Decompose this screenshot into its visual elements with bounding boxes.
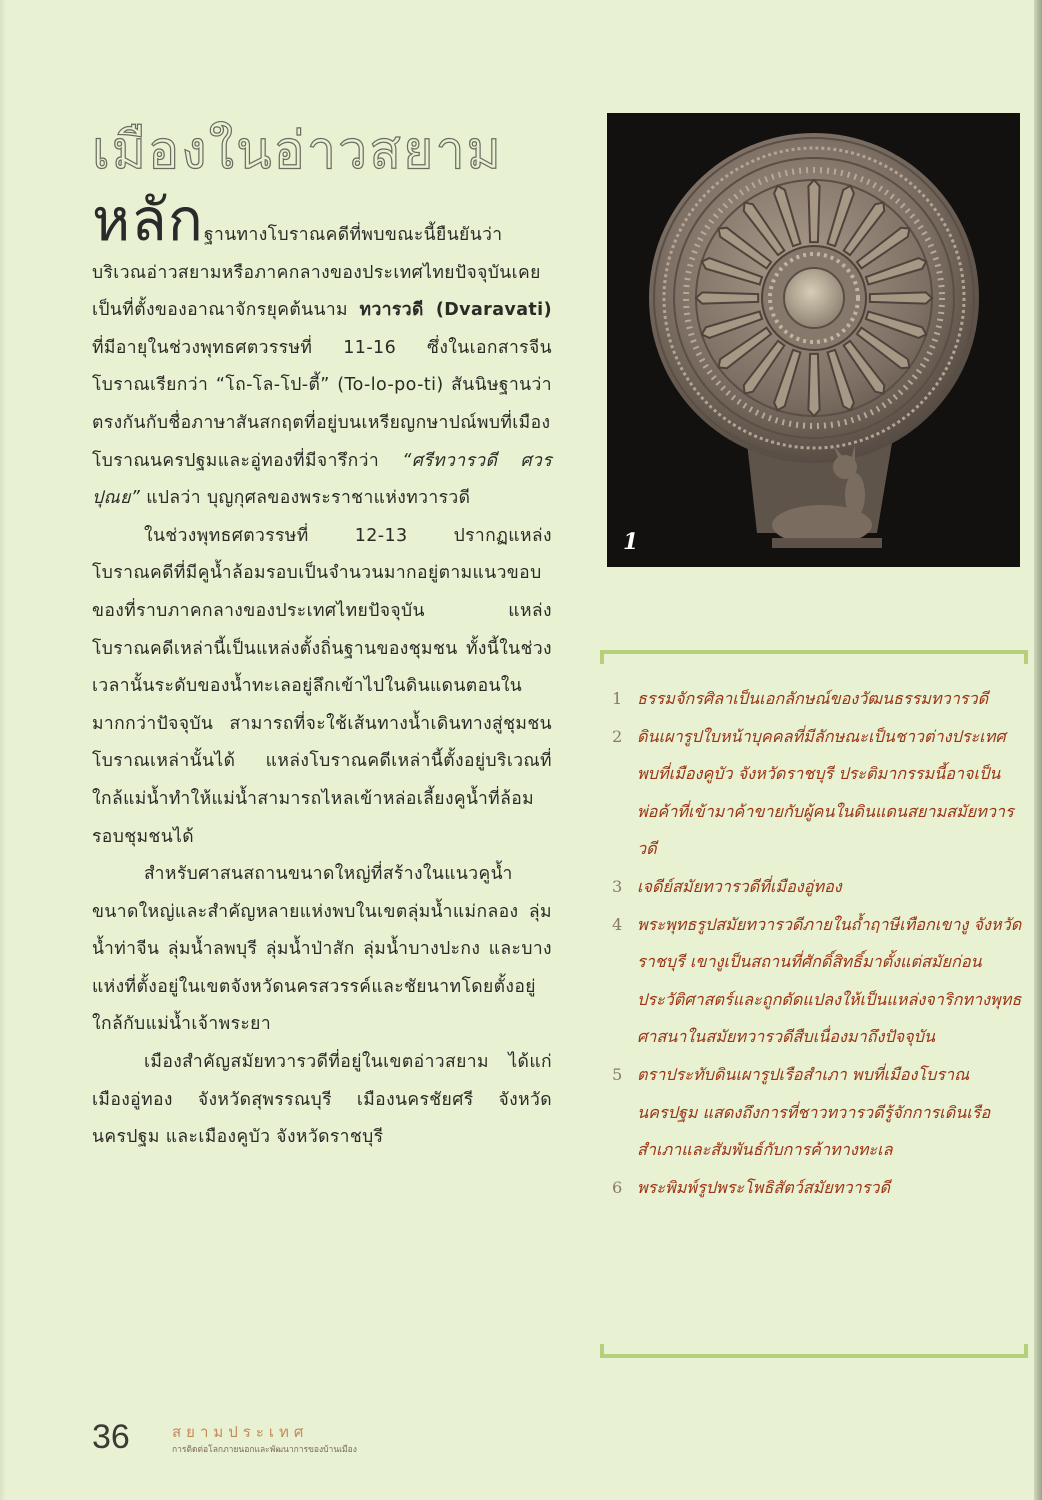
caption-frame-corner (600, 650, 604, 664)
page-edge-left (0, 0, 6, 1500)
dharmachakra-photo (607, 113, 1020, 567)
p1-end: แปลว่า บุญกุศลของพระราชาแห่งทวารวดี (140, 488, 471, 509)
page-title: เมืองในอ่าวสยาม (92, 121, 503, 181)
p1-mid: ที่มีอายุในช่วงพุทธศตวรรษที่ 11-16 ซึ่งในเอกสารจีนโบราณเรียกว่า “โถ-โล-โป-ตี้” (To-lo-po-ti) สันนิษฐานว่าตรงกันกับชื่อภาษาสันสกฤตที่อยู่บนเหรียญกษาปณ์พบที่เมืองโบราณนครปฐมและอู่ทองที่มีจารึกว่า (92, 337, 552, 471)
page-footer (92, 1418, 592, 1462)
caption-item (612, 868, 1022, 906)
caption-box (600, 640, 1030, 1362)
page-edge-right (1034, 0, 1042, 1500)
caption-text: ดินเผารูปใบหน้าบุคคลที่มีลักษณะเป็นชาวต่างประเทศ พบที่เมืองคูบัว จังหวัดราชบุรี ประติมากรรมนี้อาจเป็นพ่อค้าที่เข้ามาค้าขายกับผู้คนในดินแดนสยามสมัยทวารวดี (637, 726, 1014, 859)
caption-text: ตราประทับดินเผารูปเรือสำเภา พบที่เมืองโบราณนครปฐม แสดงถึงการที่ชาวทวารวดีรู้จักการเดินเรือสำเภาและสัมพันธ์กับการค้าทางทะเล (637, 1064, 991, 1160)
caption-number: 2 (612, 726, 623, 746)
article-paragraph-4: เมืองสำคัญสมัยทวารวดีที่อยู่ในเขตอ่าวสยาม ได้แก่ เมืองอู่ทอง จังหวัดสุพรรณบุรี เมืองนครชัยศรี จังหวัดนครปฐม และเมืองคูบัว จังหวัดราชบุรี (92, 1052, 552, 1148)
article-body (92, 186, 552, 1157)
caption-item (612, 1169, 1022, 1207)
article-paragraph-1 (92, 186, 552, 518)
caption-list (612, 680, 1022, 1206)
p1-inscription: “ศรีทวารวดี ศวรปุณย” (92, 450, 552, 509)
caption-item (612, 718, 1022, 868)
caption-item (612, 680, 1022, 718)
caption-text: ธรรมจักรศิลาเป็นเอกลักษณ์ของวัฒนธรรมทวารวดี (637, 689, 989, 708)
magazine-subtitle: การติดต่อโลกภายนอกและพัฒนาการของบ้านเมือง (172, 1445, 357, 1455)
p1-bold-term: ทวารวดี (Dvaravati) (359, 300, 552, 321)
caption-item (612, 906, 1022, 1056)
magazine-name: สยามประเทศ (172, 1423, 309, 1441)
page-number: 36 (92, 1418, 130, 1456)
article-paragraph-2: ในช่วงพุทธศตวรรษที่ 12-13 ปรากฏแหล่งโบราณคดีที่มีคูน้ำล้อมรอบเป็นจำนวนมากอยู่ตามแนวขอบของที่ราบภาคกลางของประเทศไทยปัจจุบัน แหล่งโบราณคดีเหล่านี้เป็นแหล่งตั้งถิ่นฐานของชุมชน ทั้งนี้ในช่วงเวลานั้นระดับของน้ำทะเลอยู่ลึกเข้าไปในดินแดนตอนในมากกว่าปัจจุบัน สามารถที่จะใช้เส้นทางน้ำเดินทางสู่ชุมชนโบราณเหล่านั้นได้ แหล่งโบราณคดีเหล่านี้ตั้งอยู่บริเวณที่ใกล้แม่น้ำทำให้แม่น้ำสามารถไหลเข้าหล่อเลี้ยงคูน้ำที่ล้อมรอบชุมชนได้ (92, 525, 552, 847)
p1-lead: ฐานทางโบราณคดีที่พบขณะนี้ยืนยันว่า บริเวณอ่าวสยามหรือภาคกลางของประเทศไทยปัจจุบันเคยเป็นที่ตั้งของอาณาจักรยุคต้นนาม (92, 225, 541, 321)
caption-frame-corner (600, 1344, 604, 1358)
caption-number: 1 (612, 689, 623, 708)
photo-number: 1 (623, 529, 639, 555)
wheel-spoke (696, 292, 758, 303)
article-paragraph-3: สำหรับศาสนสถานขนาดใหญ่ที่สร้างในแนวคูน้ำขนาดใหญ่และสำคัญหลายแห่งพบในเขตลุ่มน้ำแม่กลอง ลุ่มน้ำท่าจีน ลุ่มน้ำลพบุรี ลุ่มน้ำป่าสัก ลุ่มน้ำบางปะกง และบางแห่งที่ตั้งอยู่ในเขตจังหวัดนครสวรรค์และชัยนาทโดยตั้งอยู่ใกล้กับแม่น้ำเจ้าพระยา (92, 864, 552, 1035)
caption-item (612, 1056, 1022, 1169)
caption-number: 4 (612, 914, 623, 934)
drop-cap: หลัก (92, 186, 204, 254)
caption-frame-top (600, 650, 1028, 654)
wheel-spoke (808, 354, 819, 416)
caption-text: พระพุทธรูปสมัยทวารวดีภายในถ้ำฤาษีเทือกเขางู จังหวัดราชบุรี เขางูเป็นสถานที่ศักดิ์สิทธิ์มาตั้งแต่สมัยก่อนประวัติศาสตร์และถูกดัดแปลงให้เป็นแหล่งจาริกทางพุทธศาสนาในสมัยทวารวดีสืบเนื่องมาถึงปัจจุบัน (637, 914, 1022, 1047)
wheel-spoke (808, 180, 819, 242)
caption-number: 5 (612, 1064, 623, 1084)
caption-frame-bottom (600, 1354, 1028, 1358)
caption-frame-corner (1024, 1344, 1028, 1358)
caption-text: เจดีย์สมัยทวารวดีที่เมืองอู่ทอง (637, 876, 842, 896)
wheel-spoke (870, 292, 932, 303)
caption-frame-corner (1024, 650, 1028, 664)
caption-text: พระพิมพ์รูปพระโพธิสัตว์สมัยทวารวดี (637, 1177, 891, 1197)
caption-number: 6 (612, 1177, 623, 1197)
dharmachakra-illustration (607, 113, 1020, 567)
caption-number: 3 (612, 876, 623, 896)
